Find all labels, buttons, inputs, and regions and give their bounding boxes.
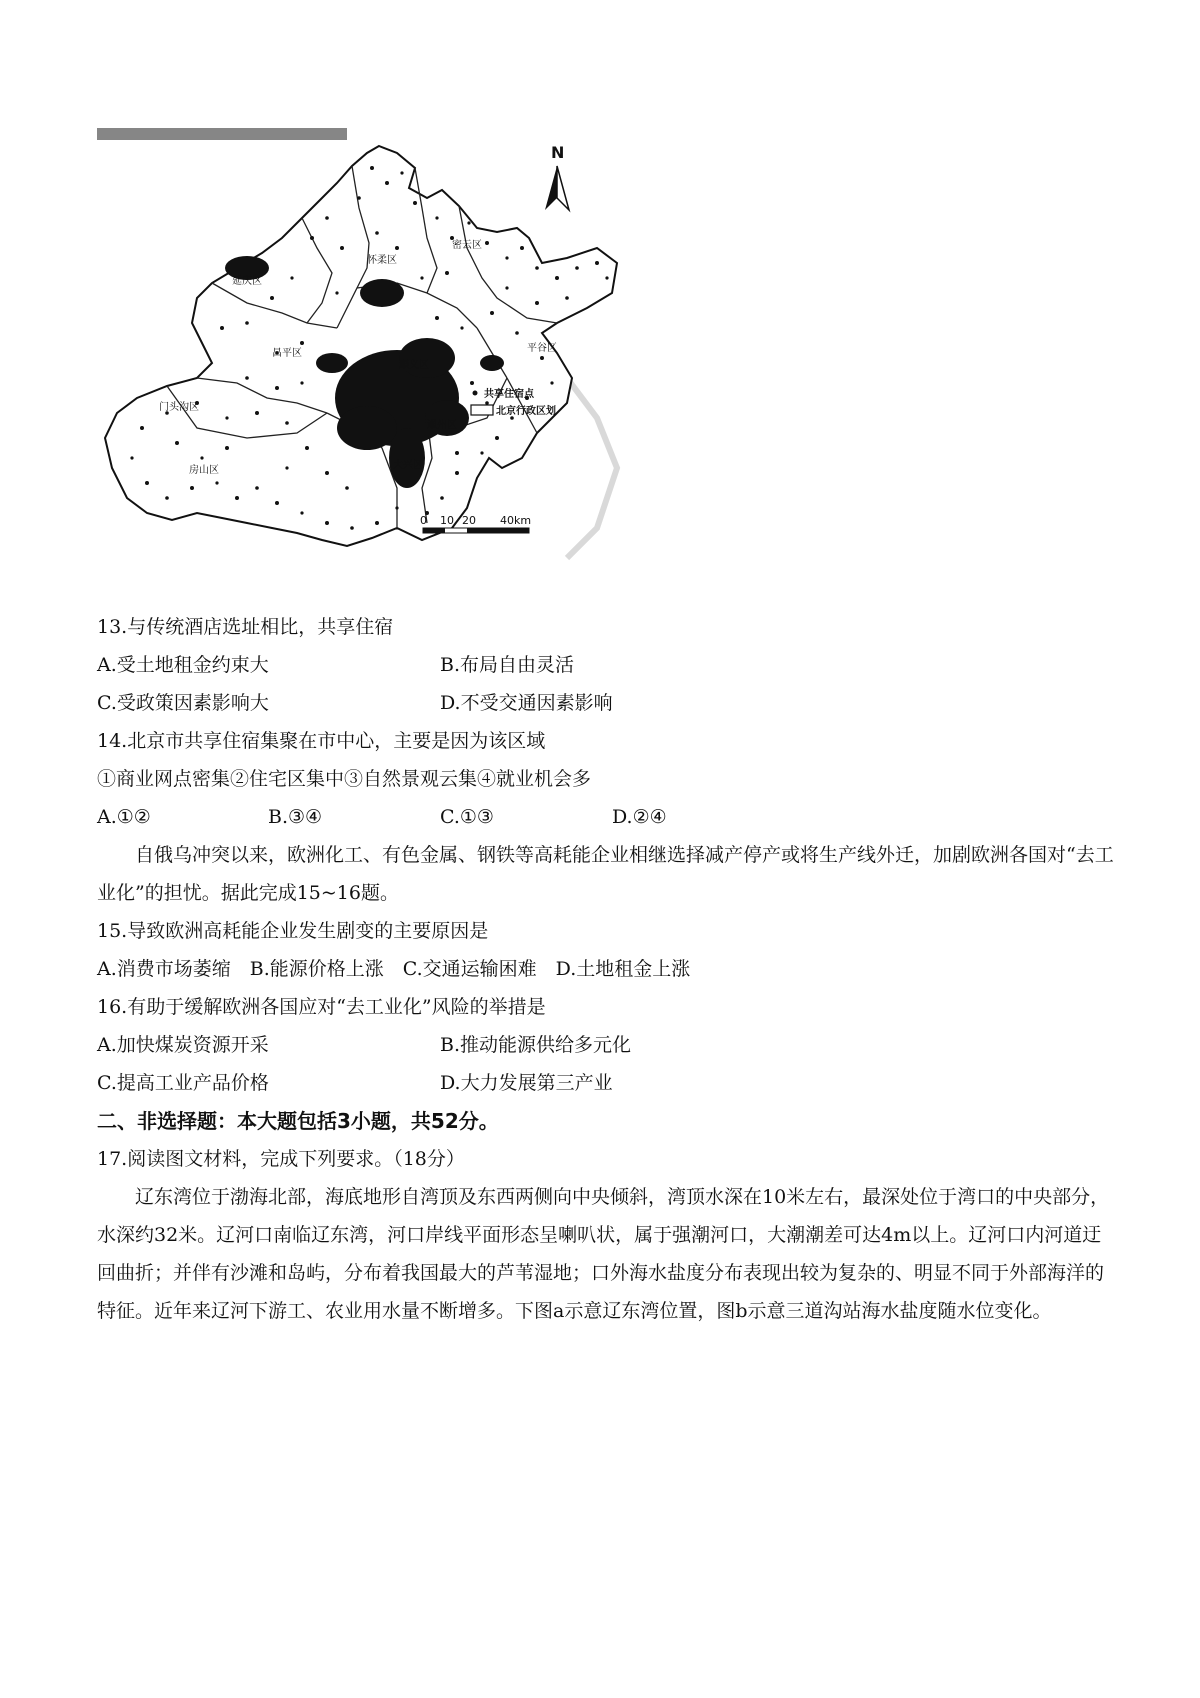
- map-svg: [97, 128, 667, 593]
- legend-boundary-label: 北京行政区划: [496, 406, 556, 417]
- legend-boundary-icon: [471, 405, 493, 415]
- q13-option-c[interactable]: C.受政策因素影响大: [97, 692, 269, 714]
- beijing-shared-lodging-map: [97, 128, 667, 593]
- scale-10: 10: [440, 514, 454, 527]
- intro-15-16: [97, 836, 1117, 912]
- label-shunyi: 顺义区: [399, 360, 429, 371]
- q14-option-d[interactable]: D.②④: [612, 806, 667, 828]
- q14-option-a[interactable]: A.①②: [97, 806, 151, 828]
- q16-stem: 16.有助于缓解欧洲各国应对“去工业化”风险的举措是: [97, 996, 546, 1018]
- q15-options[interactable]: A.消费市场萎缩 B.能源价格上涨 C.交通运输困难 D.土地租金上涨: [97, 958, 691, 980]
- north-arrow-icon: [545, 143, 569, 210]
- q14-items: ①商业网点密集②住宅区集中③自然景观云集④就业机会多: [97, 768, 592, 790]
- q15-stem: 15.导致欧洲高耗能企业发生剧变的主要原因是: [97, 920, 489, 942]
- q13-option-d[interactable]: D.不受交通因素影响: [440, 692, 613, 714]
- scale-20: 20: [462, 514, 476, 527]
- q16-option-a[interactable]: A.加快煤炭资源开采: [97, 1034, 269, 1056]
- q16-option-d[interactable]: D.大力发展第三产业: [440, 1072, 613, 1094]
- label-tongzhou: 通州区: [427, 420, 457, 431]
- intro-15-16-text: 自俄乌冲突以来，欧洲化工、有色金属、钢铁等高耗能企业相继选择减产停产或将生产线外迁，加剧欧洲各国对“去工业化”的担忧。据此完成15~16题。: [97, 844, 1114, 904]
- label-daxing: 大兴区: [393, 460, 423, 471]
- label-huairou: 怀柔区: [367, 255, 397, 266]
- q14-option-b[interactable]: B.③④: [268, 806, 323, 828]
- q17-material-text: 辽东湾位于渤海北部，海底地形自湾顶及东西两侧向中央倾斜，湾顶水深在10米左右，最深处位于湾口的中央部分，水深约32米。辽河口南临辽东湾，河口岸线平面形态呈喇叭状，属于强潮河口，大潮潮差可达4m以上。辽河口内河道迂回曲折；并伴有沙滩和岛屿，分布着我国最大的芦苇湿地；口外海水盐度分布表现出较为复杂的、明显不同于外部海洋的特征。近年来辽河下游工、农业用水量不断增多。下图a示意辽东湾位置，图b示意三道沟站海水盐度随水位变化。: [97, 1186, 1110, 1322]
- legend-point-label: 共享住宿点: [484, 389, 534, 400]
- q14-option-c[interactable]: C.①③: [440, 806, 494, 828]
- q13-option-a[interactable]: A.受土地租金约束大: [97, 654, 269, 676]
- q16-option-b[interactable]: B.推动能源供给多元化: [440, 1034, 632, 1056]
- q17-stem: 17.阅读图文材料，完成下列要求。（18分）: [97, 1148, 465, 1170]
- q16-option-c[interactable]: C.提高工业产品价格: [97, 1072, 269, 1094]
- label-fangshan: 房山区: [189, 465, 219, 476]
- label-yanqing: 延庆区: [232, 276, 262, 287]
- q17-material: [97, 1178, 1117, 1330]
- section-2-header: 二、非选择题：本大题包括3小题，共52分。: [97, 1109, 499, 1133]
- scale-0: 0: [420, 514, 427, 527]
- label-mentougou: 门头沟区: [159, 402, 199, 413]
- label-pinggu: 平谷区: [527, 343, 557, 354]
- q13-option-b[interactable]: B.布局自由灵活: [440, 654, 575, 676]
- q14-stem: 14.北京市共享住宿集聚在市中心，主要是因为该区域: [97, 730, 546, 752]
- cropped-caption: [97, 128, 347, 140]
- label-miyun: 密云区: [452, 240, 482, 251]
- scale-40: 40km: [500, 514, 532, 527]
- legend-point-icon: [473, 391, 478, 396]
- north-label: N: [551, 143, 565, 162]
- label-changping: 昌平区: [272, 348, 302, 359]
- q13-stem: 13.与传统酒店选址相比，共享住宿: [97, 616, 394, 638]
